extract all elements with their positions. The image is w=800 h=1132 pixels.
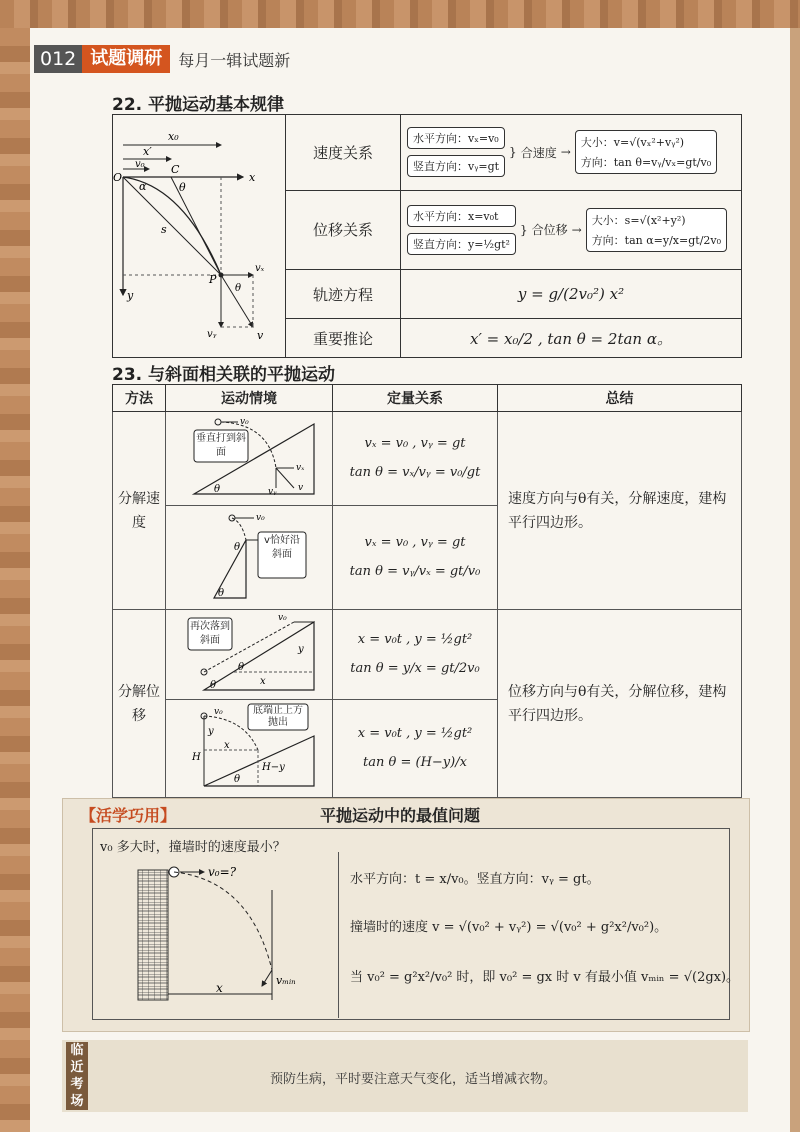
label-P: P — [209, 273, 217, 286]
label-y: y — [127, 289, 134, 302]
velocity-magnitude: 大小：v=√(vₓ²+vᵧ²) — [580, 136, 685, 150]
row-label-velocity: 速度关系 — [286, 115, 401, 191]
relation-4 — [333, 700, 498, 798]
wall-diagram — [130, 860, 330, 1010]
label-xprime: x′ — [143, 145, 152, 158]
apply-tag: 【活学巧用】 — [80, 806, 177, 825]
label-v: v — [257, 329, 264, 342]
label-x0: x₀ — [168, 130, 179, 143]
s3-y: y — [298, 643, 304, 655]
relation-3 — [333, 610, 498, 700]
summary-displacement: 位移方向与θ有关，分解位移，建构平行四边形。 — [498, 610, 742, 798]
s4-x: x — [224, 739, 230, 751]
label-vy: vᵧ — [207, 329, 217, 340]
section-23-title: 23. 与斜面相关联的平抛运动 — [112, 365, 336, 385]
relation-2-line1: vₓ = v₀ , vᵧ = gt — [364, 534, 466, 550]
scenario-1 — [166, 412, 333, 506]
relation-4-line1: x = v₀t , y = ½gt² — [357, 725, 473, 741]
relation-1-line2: tan θ = vₓ/vᵧ = v₀/gt — [349, 464, 481, 480]
s3-v0: v₀ — [278, 612, 287, 623]
relation-2 — [333, 506, 498, 610]
displacement-vertical-box: 竖直方向：y=½gt² — [407, 233, 516, 255]
relation-4-line2: tan θ = (H−y)/x — [363, 754, 467, 770]
projectile-diagram-cell — [113, 115, 286, 358]
column-subtitle: 每月一辑试题新 — [178, 50, 291, 70]
important-inference: x′ = x₀/2 , tan θ = 2tan α。 — [401, 319, 742, 358]
displacement-magnitude: 大小：s=√(x²+y²) — [591, 213, 686, 227]
displacement-horizontal-box: 水平方向：x=v₀t — [407, 205, 516, 227]
s4-Hy: H−y — [262, 761, 285, 773]
row-label-inference: 重要推论 — [286, 319, 401, 358]
apply-title: 平抛运动中的最值问题 — [320, 806, 481, 825]
apply-divider — [338, 852, 340, 1018]
label-x: x — [249, 171, 256, 184]
s1-vx: vₓ — [296, 462, 305, 473]
column-tag: 试题调研 — [82, 45, 170, 73]
section-22-title: 22. 平抛运动基本规律 — [112, 95, 285, 115]
velocity-combined-label: 合速度 — [520, 145, 557, 160]
page-header — [34, 44, 290, 74]
scenario-2-label: v恰好沿斜面 — [264, 534, 300, 560]
scenario-1-label: 垂直打到斜面 — [196, 432, 246, 458]
header-summary: 总结 — [498, 385, 742, 412]
wall-vmin-label: vₘᵢₙ — [276, 974, 296, 987]
scenario-2-diagram — [174, 508, 324, 604]
label-O: O — [113, 171, 123, 184]
page-number: 012 — [34, 45, 82, 73]
row-label-trajectory: 轨迹方程 — [286, 270, 401, 319]
label-theta: θ — [179, 181, 186, 194]
scenario-4-diagram — [174, 702, 324, 792]
s2-theta: θ — [234, 541, 241, 553]
s4-H: H — [192, 751, 201, 763]
s2-theta-b: θ — [218, 587, 225, 599]
apply-line-1: 水平方向：t = x/v₀。竖直方向：vᵧ = gt。 — [350, 872, 600, 887]
wood-right-border — [790, 28, 800, 1132]
projectile-diagram — [113, 115, 285, 353]
s3-x: x — [260, 675, 266, 687]
label-C: C — [171, 163, 180, 176]
trajectory-equation: y = g/(2v₀²) x² — [401, 270, 742, 319]
label-v0: v₀ — [135, 159, 145, 170]
s4-theta: θ — [234, 773, 241, 785]
s1-theta: θ — [214, 483, 221, 495]
s1-vy: vᵧ — [268, 486, 277, 497]
relation-2-line2: tan θ = vᵧ/vₓ = gt/v₀ — [349, 563, 481, 579]
velocity-horizontal-box: 水平方向：vₓ=v₀ — [407, 127, 505, 149]
relation-3-line1: x = v₀t , y = ½gt² — [357, 631, 473, 647]
apply-line-3: 当 v₀² = g²x²/v₀² 时，即 v₀² = gx 时 v 有最小值 vₘᵢₙ = √(2gx)。 — [350, 970, 740, 985]
s1-v0: v₀ — [240, 416, 249, 427]
displacement-relation-cell: 水平方向：x=v₀t 竖直方向：y=½gt² } 合位移 → 大小：s=√(x²+y²) 方向：tan α=y/x=gt/2v₀ — [401, 190, 742, 270]
s4-v0: v₀ — [214, 706, 223, 717]
s1-v: v — [298, 482, 304, 493]
section-23-table — [112, 384, 742, 798]
displacement-direction: 方向：tan α=y/x=gt/2v₀ — [591, 233, 722, 247]
scenario-4-label: 底端止上方抛出 — [253, 704, 303, 728]
method-displacement: 分解位移 — [113, 610, 166, 798]
scenario-1-diagram — [174, 414, 324, 500]
wood-top-border — [0, 0, 800, 28]
s3-theta: θ — [210, 679, 217, 691]
header-relation: 定量关系 — [333, 385, 498, 412]
displacement-combined-label: 合位移 — [531, 223, 568, 238]
velocity-direction: 方向：tan θ=vᵧ/vₓ=gt/v₀ — [580, 156, 712, 170]
label-alpha: α — [139, 180, 147, 193]
header-method: 方法 — [113, 385, 166, 412]
apply-line-2: 撞墙时的速度 v = √(v₀² + vᵧ²) = √(v₀² + g²x²/v₀²)。 — [350, 920, 668, 935]
label-vx: vₓ — [255, 263, 265, 274]
wall-v0-label: v₀=? — [208, 865, 237, 879]
footer-text: 预防生病，平时要注意天气变化，适当增减衣物。 — [270, 1072, 557, 1087]
scenario-3 — [166, 610, 333, 700]
footer-tag: 临近考场 — [66, 1042, 88, 1110]
wall-x-label: x — [216, 981, 223, 995]
velocity-relation-cell: 水平方向：vₓ=v₀ 竖直方向：vᵧ=gt } 合速度 → 大小：v=√(vₓ²+vᵧ²) 方向：tan θ=vᵧ/vₓ=gt/v₀ — [401, 115, 742, 191]
apply-question: v₀ 多大时，撞墙时的速度最小？ — [100, 840, 286, 855]
method-velocity: 分解速度 — [113, 412, 166, 610]
velocity-vertical-box: 竖直方向：vᵧ=gt — [407, 155, 505, 177]
label-theta-p: θ — [235, 283, 242, 294]
header-scenario: 运动情境 — [166, 385, 333, 412]
label-s: s — [161, 223, 167, 236]
section-22-table — [112, 114, 742, 358]
relation-1 — [333, 412, 498, 506]
summary-velocity: 速度方向与θ有关，分解速度，建构平行四边形。 — [498, 412, 742, 610]
relation-3-line2: tan θ = y/x = gt/2v₀ — [350, 660, 480, 676]
s4-y: y — [208, 725, 214, 737]
scenario-2 — [166, 506, 333, 610]
wood-left-border — [0, 28, 30, 1132]
scenario-3-diagram — [174, 612, 324, 694]
scenario-3-label: 再次落到斜面 — [190, 620, 230, 646]
row-label-displacement: 位移关系 — [286, 190, 401, 270]
s2-v0: v₀ — [256, 512, 265, 523]
s3-theta-b: θ — [238, 661, 245, 673]
relation-1-line1: vₓ = v₀ , vᵧ = gt — [364, 435, 466, 451]
scenario-4 — [166, 700, 333, 798]
